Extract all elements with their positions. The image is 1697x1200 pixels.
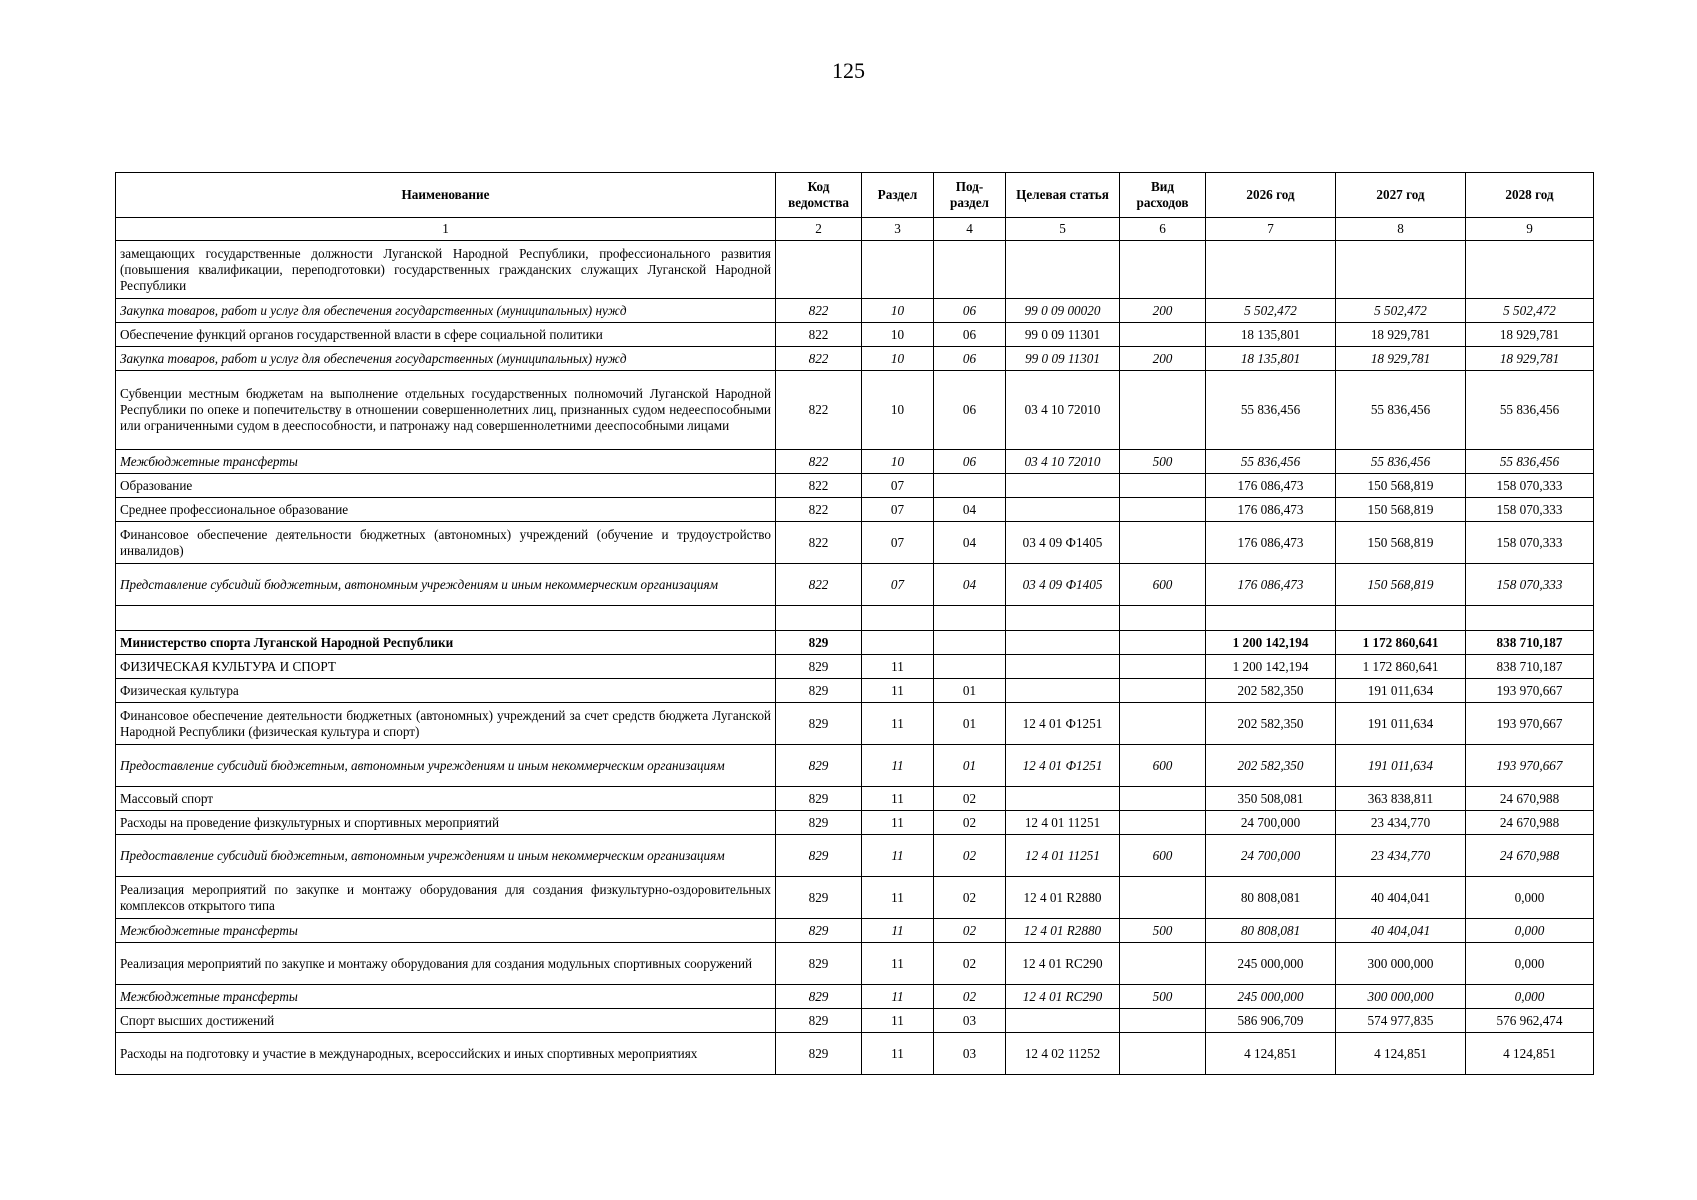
row-razdel: 11	[862, 985, 934, 1009]
row-2027: 55 836,456	[1336, 371, 1466, 450]
row-vid	[1120, 943, 1206, 985]
row-2028: 576 962,474	[1466, 1009, 1594, 1033]
row-target: 03 4 10 72010	[1006, 450, 1120, 474]
col-number: 4	[934, 218, 1006, 241]
row-podrazdel	[934, 606, 1006, 631]
row-code: 822	[776, 474, 862, 498]
row-podrazdel: 06	[934, 323, 1006, 347]
row-target: 12 4 02 11252	[1006, 1033, 1120, 1075]
row-vid	[1120, 1033, 1206, 1075]
row-2026: 18 135,801	[1206, 347, 1336, 371]
row-name: Финансовое обеспечение деятельности бюджетных (автономных) учреждений за счет средств бюджета Луганской Народной Республики (физическая культура и спорт)	[116, 703, 776, 745]
row-2026: 18 135,801	[1206, 323, 1336, 347]
row-2028: 55 836,456	[1466, 450, 1594, 474]
row-razdel: 10	[862, 299, 934, 323]
row-name: Реализация мероприятий по закупке и монтажу оборудования для создания физкультурно-оздоровительных комплексов открытого типа	[116, 877, 776, 919]
row-2027: 55 836,456	[1336, 450, 1466, 474]
row-2028: 0,000	[1466, 943, 1594, 985]
table-row	[116, 703, 1594, 745]
row-razdel: 11	[862, 1009, 934, 1033]
row-podrazdel: 04	[934, 564, 1006, 606]
row-2027: 18 929,781	[1336, 323, 1466, 347]
table-row	[116, 787, 1594, 811]
row-code: 829	[776, 811, 862, 835]
row-target: 12 4 01 Ф1251	[1006, 703, 1120, 745]
row-2027: 23 434,770	[1336, 835, 1466, 877]
row-name: Расходы на подготовку и участие в международных, всероссийских и иных спортивных мероприятиях	[116, 1033, 776, 1075]
table-row	[116, 985, 1594, 1009]
page-number: 125	[832, 58, 865, 83]
row-2027: 150 568,819	[1336, 498, 1466, 522]
header-2028: 2028 год	[1466, 173, 1594, 218]
row-target: 03 4 10 72010	[1006, 371, 1120, 450]
row-razdel: 07	[862, 564, 934, 606]
row-vid: 600	[1120, 835, 1206, 877]
row-2027: 363 838,811	[1336, 787, 1466, 811]
row-2026: 202 582,350	[1206, 745, 1336, 787]
row-vid: 500	[1120, 919, 1206, 943]
row-2028: 24 670,988	[1466, 835, 1594, 877]
row-name: Межбюджетные трансферты	[116, 450, 776, 474]
row-2026: 586 906,709	[1206, 1009, 1336, 1033]
col-number: 7	[1206, 218, 1336, 241]
row-vid: 600	[1120, 564, 1206, 606]
row-podrazdel	[934, 474, 1006, 498]
row-target: 12 4 01 RC290	[1006, 943, 1120, 985]
row-2026	[1206, 241, 1336, 299]
row-2027: 150 568,819	[1336, 474, 1466, 498]
header-2026: 2026 год	[1206, 173, 1336, 218]
row-2027: 300 000,000	[1336, 985, 1466, 1009]
row-vid	[1120, 631, 1206, 655]
row-name: Массовый спорт	[116, 787, 776, 811]
row-2027: 40 404,041	[1336, 877, 1466, 919]
row-vid	[1120, 787, 1206, 811]
row-2027: 191 011,634	[1336, 703, 1466, 745]
row-vid: 200	[1120, 299, 1206, 323]
row-code: 822	[776, 564, 862, 606]
table-row	[116, 347, 1594, 371]
row-name: Физическая культура	[116, 679, 776, 703]
row-code: 829	[776, 703, 862, 745]
row-vid	[1120, 474, 1206, 498]
row-razdel: 11	[862, 787, 934, 811]
row-razdel: 11	[862, 943, 934, 985]
row-vid	[1120, 1009, 1206, 1033]
row-vid	[1120, 498, 1206, 522]
table-row	[116, 371, 1594, 450]
row-2027: 40 404,041	[1336, 919, 1466, 943]
row-podrazdel: 03	[934, 1009, 1006, 1033]
budget-table	[115, 172, 1594, 1075]
row-code: 822	[776, 498, 862, 522]
row-2028: 0,000	[1466, 919, 1594, 943]
row-target: 99 0 09 00020	[1006, 299, 1120, 323]
row-vid	[1120, 877, 1206, 919]
row-code: 829	[776, 679, 862, 703]
row-2028: 838 710,187	[1466, 655, 1594, 679]
row-razdel: 10	[862, 450, 934, 474]
table-row	[116, 811, 1594, 835]
row-razdel: 10	[862, 323, 934, 347]
row-2028: 158 070,333	[1466, 498, 1594, 522]
row-name: Реализация мероприятий по закупке и монтажу оборудования для создания модульных спортивных сооружений	[116, 943, 776, 985]
row-name: Межбюджетные трансферты	[116, 985, 776, 1009]
row-razdel: 07	[862, 522, 934, 564]
table-row	[116, 1033, 1594, 1075]
table-row	[116, 450, 1594, 474]
row-podrazdel: 02	[934, 877, 1006, 919]
row-vid	[1120, 606, 1206, 631]
col-number: 6	[1120, 218, 1206, 241]
row-2026: 350 508,081	[1206, 787, 1336, 811]
row-code: 829	[776, 943, 862, 985]
row-name: ФИЗИЧЕСКАЯ КУЛЬТУРА И СПОРТ	[116, 655, 776, 679]
row-podrazdel: 01	[934, 703, 1006, 745]
row-2026: 176 086,473	[1206, 522, 1336, 564]
row-podrazdel: 02	[934, 811, 1006, 835]
row-code: 822	[776, 323, 862, 347]
row-target: 12 4 01 Ф1251	[1006, 745, 1120, 787]
row-2026	[1206, 606, 1336, 631]
column-number-row	[116, 218, 1594, 241]
row-razdel: 11	[862, 745, 934, 787]
row-2026: 176 086,473	[1206, 498, 1336, 522]
header-razdel: Раздел	[862, 173, 934, 218]
table-row	[116, 606, 1594, 631]
row-2027: 574 977,835	[1336, 1009, 1466, 1033]
row-podrazdel: 02	[934, 919, 1006, 943]
row-2028: 0,000	[1466, 877, 1594, 919]
row-podrazdel: 04	[934, 498, 1006, 522]
row-name: Предоставление субсидий бюджетным, автономным учреждениям и иным некоммерческим организациям	[116, 745, 776, 787]
row-podrazdel: 04	[934, 522, 1006, 564]
row-2026: 245 000,000	[1206, 943, 1336, 985]
row-podrazdel: 02	[934, 835, 1006, 877]
row-target	[1006, 631, 1120, 655]
row-target	[1006, 1009, 1120, 1033]
row-vid	[1120, 811, 1206, 835]
row-code: 829	[776, 787, 862, 811]
row-vid	[1120, 241, 1206, 299]
row-2028: 0,000	[1466, 985, 1594, 1009]
table-row	[116, 241, 1594, 299]
row-podrazdel	[934, 631, 1006, 655]
row-name: Предоставление субсидий бюджетным, автономным учреждениям и иным некоммерческим организациям	[116, 835, 776, 877]
row-target	[1006, 655, 1120, 679]
row-target	[1006, 474, 1120, 498]
row-vid: 200	[1120, 347, 1206, 371]
row-2026: 176 086,473	[1206, 564, 1336, 606]
table-row	[116, 323, 1594, 347]
table-body	[116, 241, 1594, 1075]
row-vid: 500	[1120, 985, 1206, 1009]
row-2026: 55 836,456	[1206, 371, 1336, 450]
row-2028: 24 670,988	[1466, 811, 1594, 835]
row-podrazdel: 03	[934, 1033, 1006, 1075]
row-code: 829	[776, 835, 862, 877]
header-row	[116, 173, 1594, 218]
row-name: Представление субсидий бюджетным, автономным учреждениям и иным некоммерческим организациям	[116, 564, 776, 606]
row-name: Министерство спорта Луганской Народной Республики	[116, 631, 776, 655]
row-code: 829	[776, 919, 862, 943]
row-razdel: 11	[862, 919, 934, 943]
row-2028: 158 070,333	[1466, 522, 1594, 564]
row-code: 822	[776, 522, 862, 564]
row-razdel: 07	[862, 498, 934, 522]
row-name: Расходы на проведение физкультурных и спортивных мероприятий	[116, 811, 776, 835]
row-name: Закупка товаров, работ и услуг для обеспечения государственных (муниципальных) нужд	[116, 347, 776, 371]
row-target	[1006, 679, 1120, 703]
row-2027: 1 172 860,641	[1336, 631, 1466, 655]
row-name: Образование	[116, 474, 776, 498]
table-row	[116, 943, 1594, 985]
row-2027	[1336, 606, 1466, 631]
row-name	[116, 606, 776, 631]
row-2027: 1 172 860,641	[1336, 655, 1466, 679]
col-number: 9	[1466, 218, 1594, 241]
row-target	[1006, 787, 1120, 811]
header-podrazdel: Под-раздел	[934, 173, 1006, 218]
row-razdel: 11	[862, 877, 934, 919]
row-code: 829	[776, 745, 862, 787]
row-target: 99 0 09 11301	[1006, 347, 1120, 371]
row-2026: 80 808,081	[1206, 877, 1336, 919]
row-code	[776, 241, 862, 299]
col-number: 1	[116, 218, 776, 241]
row-2028	[1466, 606, 1594, 631]
row-name: Спорт высших достижений	[116, 1009, 776, 1033]
row-target	[1006, 606, 1120, 631]
row-name: Среднее профессиональное образование	[116, 498, 776, 522]
row-name: Субвенции местным бюджетам на выполнение отдельных государственных полномочий Луганской Народной Республики по опеке и попечительству в отношении совершеннолетних лиц, признанных судом недееспособными или ограниченными судом в дееспособности, и патронажу над совершеннолетними дееспособными лицами	[116, 371, 776, 450]
row-vid: 600	[1120, 745, 1206, 787]
row-podrazdel: 06	[934, 299, 1006, 323]
header-name: Наименование	[116, 173, 776, 218]
row-2027: 150 568,819	[1336, 564, 1466, 606]
row-2027: 18 929,781	[1336, 347, 1466, 371]
row-name: замещающих государственные должности Луганской Народной Республики, профессионального развития (повышения квалификации, переподготовки) государственных гражданских служащих Луганской Народной Республики	[116, 241, 776, 299]
row-code: 829	[776, 877, 862, 919]
row-razdel	[862, 241, 934, 299]
row-code: 829	[776, 1033, 862, 1075]
row-razdel: 11	[862, 835, 934, 877]
table-row	[116, 745, 1594, 787]
row-podrazdel: 02	[934, 943, 1006, 985]
row-target: 12 4 01 RC290	[1006, 985, 1120, 1009]
row-2028: 55 836,456	[1466, 371, 1594, 450]
row-razdel	[862, 631, 934, 655]
row-2027: 150 568,819	[1336, 522, 1466, 564]
col-number: 3	[862, 218, 934, 241]
row-podrazdel: 01	[934, 745, 1006, 787]
row-code: 822	[776, 371, 862, 450]
row-2027: 5 502,472	[1336, 299, 1466, 323]
row-razdel: 07	[862, 474, 934, 498]
table-row	[116, 498, 1594, 522]
row-2027	[1336, 241, 1466, 299]
row-code: 822	[776, 450, 862, 474]
row-2027: 191 011,634	[1336, 745, 1466, 787]
row-2026: 176 086,473	[1206, 474, 1336, 498]
row-vid	[1120, 323, 1206, 347]
table-row	[116, 299, 1594, 323]
row-name: Обеспечение функций органов государственной власти в сфере социальной политики	[116, 323, 776, 347]
col-number: 5	[1006, 218, 1120, 241]
row-code: 829	[776, 655, 862, 679]
row-2028: 18 929,781	[1466, 347, 1594, 371]
row-2028	[1466, 241, 1594, 299]
row-podrazdel: 06	[934, 371, 1006, 450]
col-number: 2	[776, 218, 862, 241]
row-2028: 193 970,667	[1466, 679, 1594, 703]
row-code: 822	[776, 347, 862, 371]
table-row	[116, 1009, 1594, 1033]
row-podrazdel	[934, 241, 1006, 299]
row-razdel: 11	[862, 1033, 934, 1075]
row-2026: 5 502,472	[1206, 299, 1336, 323]
header-code: Код ведомства	[776, 173, 862, 218]
row-2027: 300 000,000	[1336, 943, 1466, 985]
row-2028: 5 502,472	[1466, 299, 1594, 323]
row-2027: 4 124,851	[1336, 1033, 1466, 1075]
row-podrazdel: 01	[934, 679, 1006, 703]
row-code: 822	[776, 299, 862, 323]
row-code: 829	[776, 985, 862, 1009]
row-podrazdel: 06	[934, 347, 1006, 371]
row-razdel	[862, 606, 934, 631]
row-target: 03 4 09 Ф1405	[1006, 522, 1120, 564]
table-row	[116, 631, 1594, 655]
row-2027: 191 011,634	[1336, 679, 1466, 703]
row-code: 829	[776, 1009, 862, 1033]
row-razdel: 11	[862, 655, 934, 679]
table-row	[116, 474, 1594, 498]
row-name: Закупка товаров, работ и услуг для обеспечения государственных (муниципальных) нужд	[116, 299, 776, 323]
row-razdel: 11	[862, 679, 934, 703]
row-vid	[1120, 522, 1206, 564]
row-target: 12 4 01 R2880	[1006, 877, 1120, 919]
row-razdel: 11	[862, 703, 934, 745]
row-2026: 55 836,456	[1206, 450, 1336, 474]
row-razdel: 10	[862, 371, 934, 450]
row-2028: 158 070,333	[1466, 474, 1594, 498]
table-row	[116, 877, 1594, 919]
row-vid	[1120, 655, 1206, 679]
row-code	[776, 606, 862, 631]
row-target: 12 4 01 R2880	[1006, 919, 1120, 943]
row-2026: 4 124,851	[1206, 1033, 1336, 1075]
row-target: 12 4 01 11251	[1006, 835, 1120, 877]
row-razdel: 11	[862, 811, 934, 835]
header-2027: 2027 год	[1336, 173, 1466, 218]
row-2027: 23 434,770	[1336, 811, 1466, 835]
row-podrazdel: 02	[934, 787, 1006, 811]
row-target	[1006, 241, 1120, 299]
row-razdel: 10	[862, 347, 934, 371]
row-code: 829	[776, 631, 862, 655]
row-2026: 202 582,350	[1206, 703, 1336, 745]
row-name: Межбюджетные трансферты	[116, 919, 776, 943]
row-name: Финансовое обеспечение деятельности бюджетных (автономных) учреждений (обучение и трудоустройство инвалидов)	[116, 522, 776, 564]
row-target: 99 0 09 11301	[1006, 323, 1120, 347]
row-vid	[1120, 679, 1206, 703]
row-vid	[1120, 371, 1206, 450]
row-vid: 500	[1120, 450, 1206, 474]
header-vid: Вид расходов	[1120, 173, 1206, 218]
row-2028: 18 929,781	[1466, 323, 1594, 347]
row-podrazdel	[934, 655, 1006, 679]
row-podrazdel: 02	[934, 985, 1006, 1009]
row-2028: 158 070,333	[1466, 564, 1594, 606]
row-2028: 838 710,187	[1466, 631, 1594, 655]
row-2026: 24 700,000	[1206, 811, 1336, 835]
table-row	[116, 679, 1594, 703]
row-2026: 80 808,081	[1206, 919, 1336, 943]
row-2028: 193 970,667	[1466, 703, 1594, 745]
row-2026: 1 200 142,194	[1206, 655, 1336, 679]
row-2028: 24 670,988	[1466, 787, 1594, 811]
row-target: 03 4 09 Ф1405	[1006, 564, 1120, 606]
table-row	[116, 919, 1594, 943]
row-target: 12 4 01 11251	[1006, 811, 1120, 835]
table-row	[116, 655, 1594, 679]
header-target: Целевая статья	[1006, 173, 1120, 218]
col-number: 8	[1336, 218, 1466, 241]
row-2028: 193 970,667	[1466, 745, 1594, 787]
row-2026: 245 000,000	[1206, 985, 1336, 1009]
row-2026: 24 700,000	[1206, 835, 1336, 877]
row-target	[1006, 498, 1120, 522]
row-2028: 4 124,851	[1466, 1033, 1594, 1075]
row-2026: 1 200 142,194	[1206, 631, 1336, 655]
row-vid	[1120, 703, 1206, 745]
row-2026: 202 582,350	[1206, 679, 1336, 703]
table-row	[116, 564, 1594, 606]
table-row	[116, 522, 1594, 564]
table-row	[116, 835, 1594, 877]
row-podrazdel: 06	[934, 450, 1006, 474]
